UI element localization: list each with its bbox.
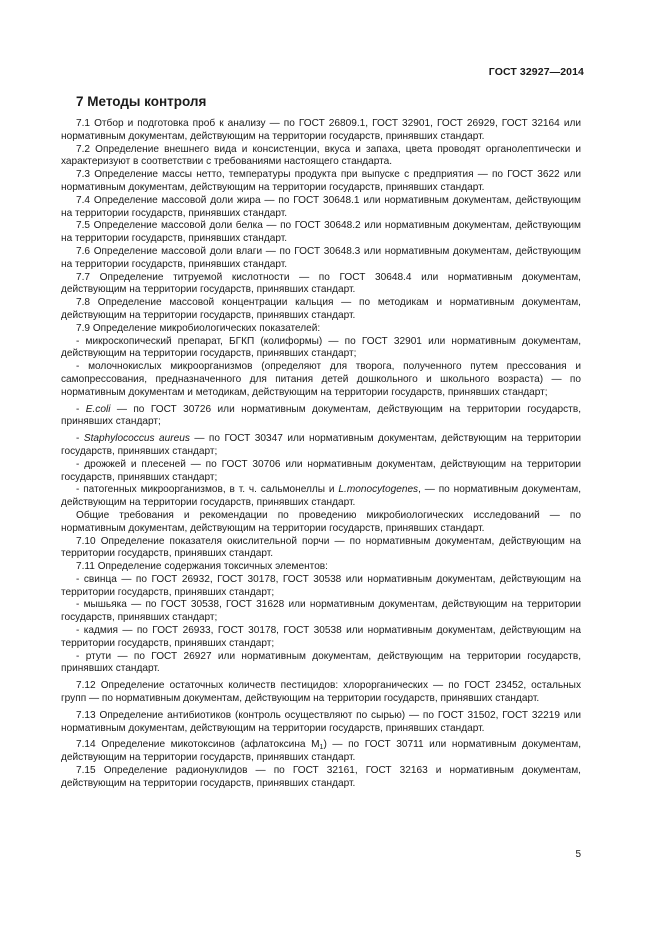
page-number: 5 (575, 849, 581, 860)
paragraph-7-14 (61, 739, 581, 765)
list-item-mercury: - ртути — по ГОСТ 26927 или нормативным документам, действующим на территории государств, принявших стандарт. (61, 650, 581, 675)
subscript: 1 (319, 744, 324, 752)
list-item-text: — по ГОСТ 30726 или нормативным документам, действующим на территории государств, принявших стандарт; (61, 403, 581, 428)
list-item-arsenic: - мышьяка — по ГОСТ 30538, ГОСТ 31628 или нормативным документам, действующим на территории государств, принявших стандарт; (61, 599, 581, 624)
paragraph-7-4: 7.4 Определение массовой доли жира — по ГОСТ 30648.1 или нормативным документам, действующим на территории государств, принявших стандарт. (61, 194, 581, 219)
paragraph-7-5: 7.5 Определение массовой доли белка — по ГОСТ 30648.2 или нормативным документам, действующим на территории государств, принявших стандарт. (61, 220, 581, 245)
list-item-ecoli (61, 404, 581, 430)
list-item-lead: - свинца — по ГОСТ 26932, ГОСТ 30178, ГОСТ 30538 или нормативным документам, действующим на территории государств, принявших стандарт; (61, 573, 581, 598)
list-dash: - (76, 403, 86, 415)
paragraph-7-7: 7.7 Определение титруемой кислотности — по ГОСТ 30648.4 или нормативным документам, действующим на территории государств, принявших стандарт. (61, 271, 581, 296)
paragraph-7-10: 7.10 Определение показателя окислительной порчи — по нормативным документам, действующим на территории государств, принявших стандарт. (61, 535, 581, 560)
section-title: 7 Методы контроля (76, 94, 207, 109)
paragraph-7-1: 7.1 Отбор и подготовка проб к анализу — по ГОСТ 26809.1, ГОСТ 32901, ГОСТ 26929, ГОСТ 32164 или нормативным документам, действующим на территории государств, принявших стандарт. (61, 118, 581, 142)
section-body (61, 118, 581, 791)
list-item-text: , — по нормативным документам, действующим на территории государств, принявших стандарт. (61, 484, 581, 509)
organism-name: Staphylococcus aureus (83, 433, 190, 445)
paragraph-general: Общие требования и рекомендации по проведению микробиологических исследований — по нормативным документам, действующим на территории государств, принявших стандарт. (61, 509, 581, 534)
paragraph-7-13: 7.13 Определение антибиотиков (контроль осуществляют по сырью) — по ГОСТ 31502, ГОСТ 32219 или нормативным документам, действующим на территории государств, принявших стандарт. (61, 709, 581, 734)
paragraph-7-2: 7.2 Определение внешнего вида и консистенции, вкуса и запаха, цвета проводят органолептически и характеризуют в соответствии с требованиями настоящего стандарта. (61, 143, 581, 168)
list-item-text: - патогенных микроорганизмов, в т. ч. сальмонеллы и (76, 484, 339, 496)
organism-name: L.monocytogenes (338, 484, 419, 496)
list-item-pathogens (61, 484, 581, 510)
paragraph-7-6: 7.6 Определение массовой доли влаги — по ГОСТ 30648.3 или нормативным документам, действующим на территории государств, принявших стандарт. (61, 245, 581, 270)
doc-code-header: ГОСТ 32927—2014 (488, 66, 584, 78)
paragraph-text: ) — по ГОСТ 30711 или нормативным документам, действующим на территории государств, принявших стандарт. (61, 739, 582, 764)
paragraph-7-3: 7.3 Определение массы нетто, температуры продукта при выпуске с предприятия — по ГОСТ 3622 или нормативным документам, действующим на территории государств, принявших стандарт. (61, 169, 581, 193)
paragraph-7-15: 7.15 Определение радионуклидов — по ГОСТ 32161, ГОСТ 32163 и нормативным документам, действующим на территории государств, принявших стандарт. (61, 765, 581, 789)
paragraph-7-9: 7.9 Определение микробиологических показателей: (76, 322, 321, 334)
list-item-staph (61, 433, 581, 459)
list-item-yeast: - дрожжей и плесеней — по ГОСТ 30706 или нормативным документам, действующим на территории государств, принявших стандарт; (61, 458, 581, 483)
organism-name: E.coli (85, 403, 111, 415)
list-item-cadmium: - кадмия — по ГОСТ 26933, ГОСТ 30178, ГОСТ 30538 или нормативным документам, действующим на территории государств, принявших стандарт; (61, 625, 581, 649)
paragraph-7-8: 7.8 Определение массовой концентрации кальция — по методикам и нормативным документам, действующим на территории государств, принявших стандарт. (61, 297, 581, 321)
list-item-microscopic: - микроскопический препарат, БГКП (колиформы) — по ГОСТ 32901 или нормативным документам, действующим на территории государств, принявших стандарт; (61, 335, 581, 360)
paragraph-7-12: 7.12 Определение остаточных количеств пестицидов: хлорорганических — по ГОСТ 23452, остальных групп — по нормативным документам, действующим на территории государств, принявших стандарт. (61, 680, 581, 705)
list-item-text: — по ГОСТ 30347 или нормативным документам, действующим на территории государств, принявших стандарт; (61, 433, 581, 457)
paragraph-7-11: 7.11 Определение содержания токсичных элементов: (76, 561, 328, 573)
paragraph-text: 7.14 Определение микотоксинов (афлатоксина M (76, 739, 320, 751)
list-item-lactic: - молочнокислых микроорганизмов (определяют для творога, полученного путем прессования и самопрессования, предназначенного для питания детей дошкольного и школьного возраста) — по нормативным документам и методикам, действующим на территории государств, принявших стандарт; (61, 361, 581, 398)
list-dash: - (76, 433, 84, 445)
